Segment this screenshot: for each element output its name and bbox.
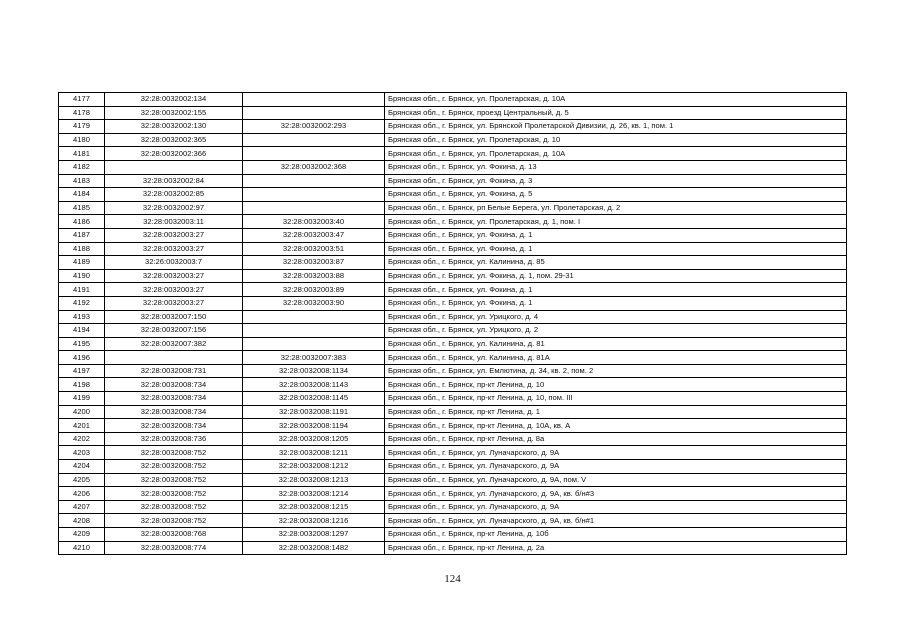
address-cell: Брянская обл., г. Брянск, пр-кт Ленина, д. 8а [385, 432, 847, 446]
table-row [59, 419, 847, 433]
premises-cadastral-number-cell: 32:28:0032003:89 [243, 283, 385, 297]
table-row [59, 215, 847, 229]
cadastral-number-cell: 32:28:0032002:85 [105, 188, 243, 202]
table-row [59, 120, 847, 134]
row-number-cell: 4184 [59, 188, 105, 202]
row-number-cell: 4205 [59, 473, 105, 487]
row-number-cell: 4191 [59, 283, 105, 297]
table-row [59, 392, 847, 406]
cadastral-number-cell: 32:28:0032008:768 [105, 528, 243, 542]
address-cell: Брянская обл., г. Брянск, ул. Луначарского, д. 9А, кв. б/н#1 [385, 514, 847, 528]
premises-cadastral-number-cell: 32:28:0032003:51 [243, 242, 385, 256]
address-cell: Брянская обл., г. Брянск, ул. Фокина, д. 1 [385, 228, 847, 242]
table-row [59, 256, 847, 270]
cadastral-number-cell: 32:28:0032007:150 [105, 310, 243, 324]
premises-cadastral-number-cell [243, 337, 385, 351]
address-cell: Брянская обл., г. Брянск, ул. Пролетарская, д. 1, пом. I [385, 215, 847, 229]
address-cell: Брянская обл., г. Брянск, ул. Пролетарская, д. 10 [385, 133, 847, 147]
cadastral-number-cell: 32:28:0032008:734 [105, 405, 243, 419]
premises-cadastral-number-cell: 32:28:0032008:1482 [243, 541, 385, 555]
row-number-cell: 4201 [59, 419, 105, 433]
address-cell: Брянская обл., г. Брянск, ул. Фокина, д. 1, пом. 29-31 [385, 269, 847, 283]
row-number-cell: 4185 [59, 201, 105, 215]
row-number-cell: 4187 [59, 228, 105, 242]
address-cell: Брянская обл., г. Брянск, ул. Луначарского, д. 9А, кв. б/н#3 [385, 487, 847, 501]
table-row [59, 405, 847, 419]
cadastral-number-cell: 32:28:0032003:27 [105, 242, 243, 256]
row-number-cell: 4180 [59, 133, 105, 147]
row-number-cell: 4194 [59, 324, 105, 338]
row-number-cell: 4195 [59, 337, 105, 351]
table-row [59, 283, 847, 297]
address-cell: Брянская обл., г. Брянск, ул. Фокина, д. 1 [385, 296, 847, 310]
premises-cadastral-number-cell: 32:28:0032007:383 [243, 351, 385, 365]
cadastral-number-cell: 32:28:0032008:734 [105, 378, 243, 392]
address-cell: Брянская обл., г. Брянск, ул. Луначарского, д. 9А [385, 460, 847, 474]
cadastral-number-cell: 32:28:0032003:11 [105, 215, 243, 229]
row-number-cell: 4183 [59, 174, 105, 188]
address-cell: Брянская обл., г. Брянск, ул. Калинина, д. 81 [385, 337, 847, 351]
premises-cadastral-number-cell [243, 106, 385, 120]
address-cell: Брянская обл., г. Брянск, пр-кт Ленина, д. 2а [385, 541, 847, 555]
registry-table-body [59, 93, 847, 555]
address-cell: Брянская обл., г. Брянск, проезд Центральный, д. 5 [385, 106, 847, 120]
address-cell: Брянская обл., г. Брянск, ул. Калинина, д. 85 [385, 256, 847, 270]
premises-cadastral-number-cell: 32:28:0032008:1216 [243, 514, 385, 528]
row-number-cell: 4179 [59, 120, 105, 134]
address-cell: Брянская обл., г. Брянск, ул. Урицкого, д. 4 [385, 310, 847, 324]
address-cell: Брянская обл., г. Брянск, пр-кт Ленина, д. 1 [385, 405, 847, 419]
cadastral-number-cell: 32:28:0032002:365 [105, 133, 243, 147]
cadastral-number-cell [105, 351, 243, 365]
premises-cadastral-number-cell [243, 201, 385, 215]
premises-cadastral-number-cell: 32:28:0032008:1194 [243, 419, 385, 433]
premises-cadastral-number-cell: 32:28:0032008:1213 [243, 473, 385, 487]
table-row [59, 528, 847, 542]
row-number-cell: 4178 [59, 106, 105, 120]
row-number-cell: 4209 [59, 528, 105, 542]
table-row [59, 473, 847, 487]
cadastral-number-cell: 32:28:0032008:752 [105, 460, 243, 474]
table-row [59, 228, 847, 242]
table-row [59, 310, 847, 324]
cadastral-number-cell: 32:28:0032002:134 [105, 93, 243, 107]
premises-cadastral-number-cell: 32:28:0032008:1134 [243, 364, 385, 378]
premises-cadastral-number-cell: 32:28:0032008:1211 [243, 446, 385, 460]
cadastral-number-cell: 32:28:0032002:97 [105, 201, 243, 215]
cadastral-number-cell: 32:28:0032008:752 [105, 500, 243, 514]
table-row [59, 378, 847, 392]
cadastral-number-cell: 32:28:0032002:155 [105, 106, 243, 120]
address-cell: Брянская обл., г. Брянск, ул. Луначарского, д. 9А [385, 500, 847, 514]
row-number-cell: 4192 [59, 296, 105, 310]
premises-cadastral-number-cell: 32:28:0032008:1212 [243, 460, 385, 474]
address-cell: Брянская обл., г. Брянск, пр-кт Ленина, д. 10, пом. III [385, 392, 847, 406]
row-number-cell: 4204 [59, 460, 105, 474]
row-number-cell: 4190 [59, 269, 105, 283]
row-number-cell: 4199 [59, 392, 105, 406]
page-number: 124 [444, 573, 461, 585]
premises-cadastral-number-cell: 32:28:0032008:1191 [243, 405, 385, 419]
table-row [59, 160, 847, 174]
address-cell: Брянская обл., г. Брянск, ул. Брянской Пролетарской Дивизии, д. 26, кв. 1, пом. 1 [385, 120, 847, 134]
premises-cadastral-number-cell: 32:28:0032003:40 [243, 215, 385, 229]
address-cell: Брянская обл., г. Брянск, ул. Луначарского, д. 9А, пом. V [385, 473, 847, 487]
cadastral-number-cell: 32:28:0032008:752 [105, 473, 243, 487]
cadastral-number-cell: 32:28:0032007:156 [105, 324, 243, 338]
table-row [59, 296, 847, 310]
row-number-cell: 4200 [59, 405, 105, 419]
cadastral-number-cell: 32:28:0032003:27 [105, 269, 243, 283]
premises-cadastral-number-cell: 32:28:0032008:1297 [243, 528, 385, 542]
address-cell: Брянская обл., г. Брянск, ул. Пролетарская, д. 10А [385, 147, 847, 161]
address-cell: Брянская обл., г. Брянск, ул. Фокина, д. 5 [385, 188, 847, 202]
row-number-cell: 4181 [59, 147, 105, 161]
premises-cadastral-number-cell: 32:28:0032008:1145 [243, 392, 385, 406]
row-number-cell: 4188 [59, 242, 105, 256]
premises-cadastral-number-cell: 32:28:0032008:1215 [243, 500, 385, 514]
address-cell: Брянская обл., г. Брянск, ул. Урицкого, д. 2 [385, 324, 847, 338]
table-row [59, 514, 847, 528]
premises-cadastral-number-cell: 32:28:0032002:368 [243, 160, 385, 174]
premises-cadastral-number-cell [243, 188, 385, 202]
address-cell: Брянская обл., г. Брянск, пр-кт Ленина, д. 10 [385, 378, 847, 392]
row-number-cell: 4193 [59, 310, 105, 324]
row-number-cell: 4207 [59, 500, 105, 514]
row-number-cell: 4202 [59, 432, 105, 446]
premises-cadastral-number-cell: 32:28:0032008:1205 [243, 432, 385, 446]
premises-cadastral-number-cell [243, 93, 385, 107]
cadastral-number-cell: 32:28:0032003:27 [105, 228, 243, 242]
row-number-cell: 4182 [59, 160, 105, 174]
premises-cadastral-number-cell [243, 147, 385, 161]
row-number-cell: 4186 [59, 215, 105, 229]
premises-cadastral-number-cell: 32:28:0032002:293 [243, 120, 385, 134]
table-row [59, 93, 847, 107]
premises-cadastral-number-cell [243, 174, 385, 188]
address-cell: Брянская обл., г. Брянск, ул. Фокина, д. 1 [385, 242, 847, 256]
row-number-cell: 4206 [59, 487, 105, 501]
premises-cadastral-number-cell [243, 324, 385, 338]
table-row [59, 460, 847, 474]
cadastral-number-cell: 32:28:0032008:774 [105, 541, 243, 555]
row-number-cell: 4197 [59, 364, 105, 378]
cadastral-number-cell: 32:28:0032008:734 [105, 419, 243, 433]
row-number-cell: 4198 [59, 378, 105, 392]
cadastral-number-cell: 32:28:0032008:736 [105, 432, 243, 446]
table-row [59, 500, 847, 514]
row-number-cell: 4210 [59, 541, 105, 555]
premises-cadastral-number-cell: 32:28:0032008:1143 [243, 378, 385, 392]
table-row [59, 147, 847, 161]
row-number-cell: 4196 [59, 351, 105, 365]
registry-table [58, 92, 847, 555]
address-cell: Брянская обл., г. Брянск, ул. Калинина, д. 81А [385, 351, 847, 365]
address-cell: Брянская обл., г. Брянск, ул. Луначарского, д. 9А [385, 446, 847, 460]
premises-cadastral-number-cell: 32:28:0032003:88 [243, 269, 385, 283]
address-cell: Брянская обл., г. Брянск, пр-кт Ленина, д. 10А, кв. А [385, 419, 847, 433]
premises-cadastral-number-cell: 32:28:0032003:87 [243, 256, 385, 270]
table-row [59, 432, 847, 446]
table-row [59, 133, 847, 147]
cadastral-number-cell: 32:28:0032003:27 [105, 283, 243, 297]
cadastral-number-cell: 32:28:0032008:752 [105, 487, 243, 501]
premises-cadastral-number-cell: 32:28:0032003:90 [243, 296, 385, 310]
table-row [59, 106, 847, 120]
row-number-cell: 4203 [59, 446, 105, 460]
table-row [59, 242, 847, 256]
premises-cadastral-number-cell [243, 310, 385, 324]
cadastral-number-cell: 32:28:0032008:752 [105, 514, 243, 528]
table-row [59, 487, 847, 501]
address-cell: Брянская обл., г. Брянск, рп Белые Берега, ул. Пролетарская, д. 2 [385, 201, 847, 215]
table-row [59, 174, 847, 188]
address-cell: Брянская обл., г. Брянск, ул. Емлютина, д. 34, кв. 2, пом. 2 [385, 364, 847, 378]
table-row [59, 269, 847, 283]
cadastral-number-cell: 32:28:0032003:27 [105, 296, 243, 310]
table-row [59, 324, 847, 338]
cadastral-number-cell: 32:28:0032002:366 [105, 147, 243, 161]
cadastral-number-cell: 32:28:0032008:752 [105, 446, 243, 460]
table-row [59, 446, 847, 460]
row-number-cell: 4208 [59, 514, 105, 528]
address-cell: Брянская обл., г. Брянск, ул. Пролетарская, д. 10А [385, 93, 847, 107]
table-row [59, 188, 847, 202]
address-cell: Брянская обл., г. Брянск, ул. Фокина, д. 1 [385, 283, 847, 297]
address-cell: Брянская обл., г. Брянск, ул. Фокина, д. 13 [385, 160, 847, 174]
premises-cadastral-number-cell: 32:28:0032003:47 [243, 228, 385, 242]
cadastral-number-cell: 32:26:0032003:7 [105, 256, 243, 270]
address-cell: Брянская обл., г. Брянск, ул. Фокина, д. 3 [385, 174, 847, 188]
table-row [59, 351, 847, 365]
table-row [59, 541, 847, 555]
cadastral-number-cell: 32:28:0032007:382 [105, 337, 243, 351]
premises-cadastral-number-cell [243, 133, 385, 147]
cadastral-number-cell: 32:28:0032002:130 [105, 120, 243, 134]
premises-cadastral-number-cell: 32:28:0032008:1214 [243, 487, 385, 501]
cadastral-number-cell: 32:28:0032008:734 [105, 392, 243, 406]
cadastral-number-cell: 32:28:0032002:84 [105, 174, 243, 188]
table-row [59, 364, 847, 378]
address-cell: Брянская обл., г. Брянск, пр-кт Ленина, д. 10б [385, 528, 847, 542]
row-number-cell: 4189 [59, 256, 105, 270]
cadastral-number-cell [105, 160, 243, 174]
table-row [59, 201, 847, 215]
table-row [59, 337, 847, 351]
cadastral-number-cell: 32:28:0032008:731 [105, 364, 243, 378]
row-number-cell: 4177 [59, 93, 105, 107]
